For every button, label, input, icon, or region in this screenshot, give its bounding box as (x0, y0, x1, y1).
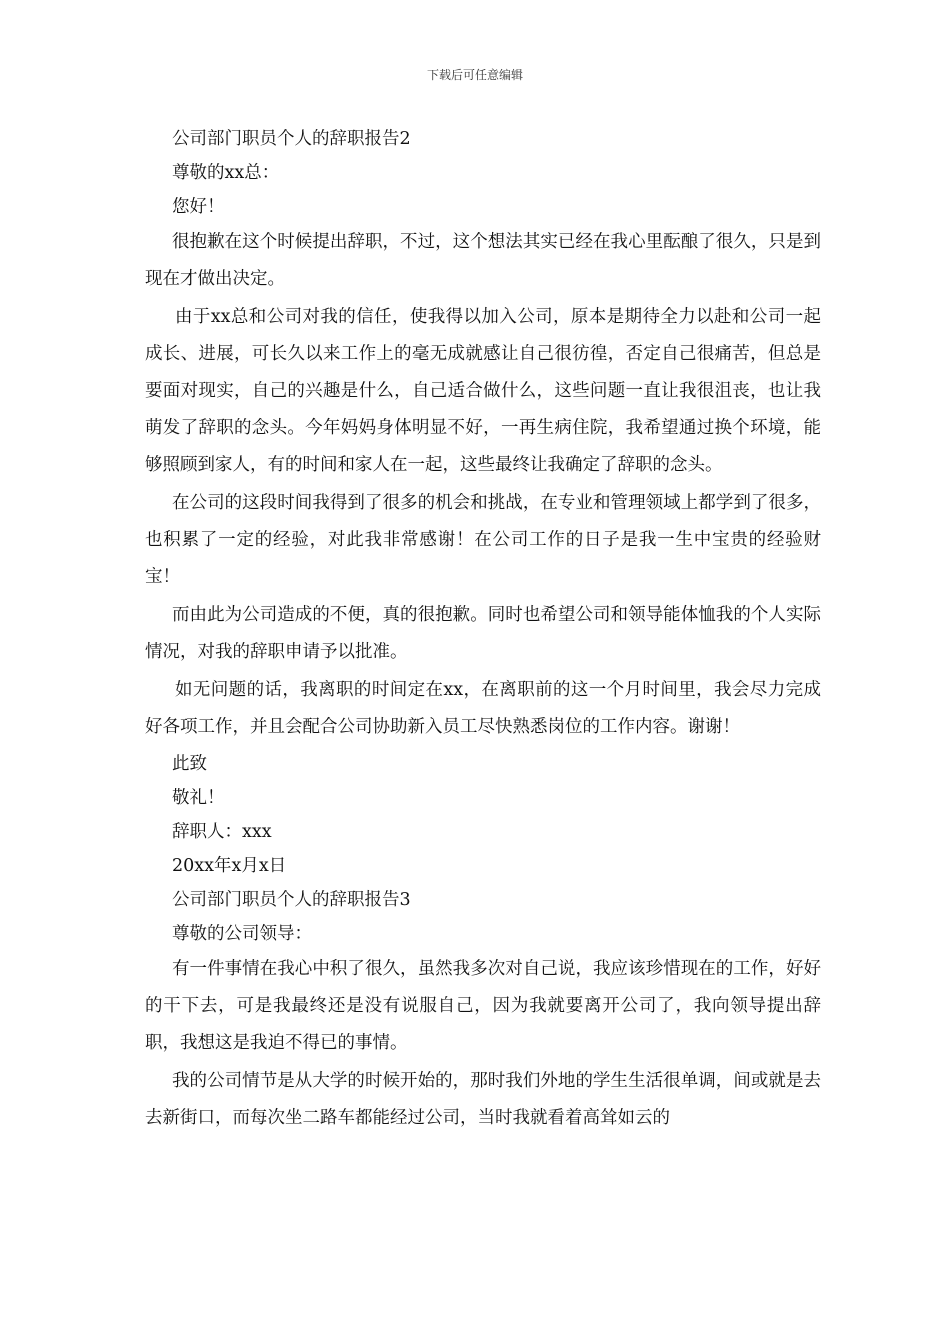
paragraph: 我的公司情节是从大学的时候开始的，那时我们外地的学生生活很单调，间或就是去去新街口，而每次坐二路车都能经过公司，当时我就看着高耸如云的 (145, 1071, 821, 1128)
salutation: 尊敬的xx总： (172, 163, 280, 183)
paragraph: 而由此为公司造成的不便，真的很抱歉。同时也希望公司和领导能体恤我的个人实际情况，对我的辞职申请予以批准。 (145, 605, 821, 662)
closing-line: 此致 (172, 754, 207, 774)
page-header: 下载后可任意编辑 (426, 68, 523, 82)
signature: 辞职人：xxx (172, 822, 272, 842)
paragraph: 很抱歉在这个时候提出辞职，不过，这个想法其实已经在我心里酝酿了很久，只是到现在才做出决定。 (145, 232, 821, 289)
paragraph: 如无问题的话，我离职的时间定在xx，在离职前的这一个月时间里，我会尽力完成好各项工作，并且会配合公司协助新入员工尽快熟悉岗位的工作内容。谢谢！ (145, 680, 821, 737)
salutation: 尊敬的公司领导： (172, 924, 312, 944)
date-line: 20xx年x月x日 (172, 856, 287, 876)
paragraph: 有一件事情在我心中积了很久，虽然我多次对自己说，我应该珍惜现在的工作，好好的干下去，可是我最终还是没有说服自己，因为我就要离开公司了，我向领导提出辞职，我想这是我迫不得已的事情。 (145, 959, 821, 1053)
closing-salute: 敬礼！ (172, 788, 225, 808)
paragraph: 由于xx总和公司对我的信任，使我得以加入公司，原本是期待全力以赴和公司一起成长、进展，可长久以来工作上的毫无成就感让自己很彷徨，否定自己很痛苦，但总是要面对现实，自己的兴趣是什么，自己适合做什么，这些问题一直让我很沮丧，也让我萌发了辞职的念头。今年妈妈身体明显不好，一再生病住院，我希望通过换个环境，能够照顾到家人，有的时间和家人在一起，这些最终让我确定了辞职的念头。 (145, 307, 821, 475)
paragraph: 在公司的这段时间我得到了很多的机会和挑战，在专业和管理领域上都学到了很多，也积累了一定的经验，对此我非常感谢！在公司工作的日子是我一生中宝贵的经验财宝！ (145, 493, 821, 587)
section-title-2: 公司部门职员个人的辞职报告2 (172, 129, 411, 149)
section-title-3: 公司部门职员个人的辞职报告3 (172, 890, 411, 910)
document-body (145, 122, 821, 1138)
greeting: 您好！ (172, 197, 225, 217)
